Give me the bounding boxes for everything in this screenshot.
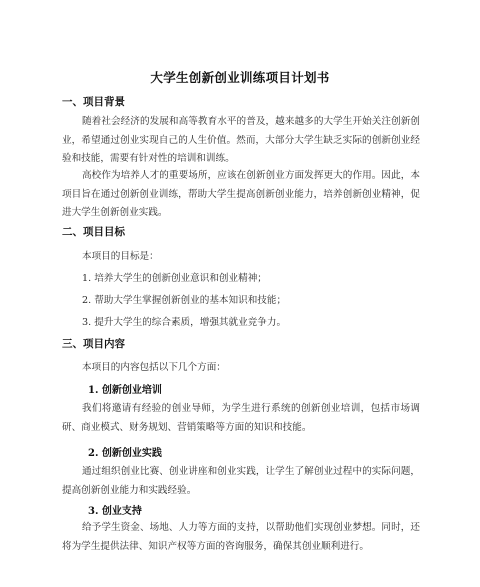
goals-intro: 本项目的目标是： xyxy=(82,251,159,262)
section-heading-background: 一、项目背景 xyxy=(62,96,125,108)
goal-item-1: 1. 培养大学生的创新创业意识和创业精神； xyxy=(82,273,267,284)
background-paragraph-1: 随着社会经济的发展和高等教育水平的普及，越来越多的大学生开始关注创新创业，希望通过创业实现自己的人生价值。然而，大部分大学生缺乏实际的创新创业经验和技能，需要有针对性的培训和训练。 xyxy=(62,116,420,164)
content-intro: 本项目的内容包括以下几个方面： xyxy=(82,362,226,373)
goal-item-3: 3. 提升大学生的综合素质，增强其就业竞争力。 xyxy=(82,317,287,328)
document-title: 大学生创新创业训练项目计划书 xyxy=(150,70,330,85)
subsection-heading-training: 1. 创新创业培训 xyxy=(88,385,162,396)
practice-paragraph: 通过组织创业比赛、创业讲座和创业实践，让学生了解创业过程中的实际问题，提高创新创业能力和实践经验。 xyxy=(62,466,420,496)
subsection-heading-practice: 2. 创新创业实践 xyxy=(88,448,162,459)
background-paragraph-2: 高校作为培养人才的重要场所，应该在创新创业方面发挥更大的作用。因此，本项目旨在通过创新创业训练，帮助大学生提高创新创业能力，培养创新创业精神，促进大学生创新创业实践。 xyxy=(62,170,420,218)
section-heading-content: 三、项目内容 xyxy=(62,338,125,350)
section-heading-goals: 二、项目目标 xyxy=(62,226,125,238)
training-paragraph: 我们将邀请有经验的创业导师，为学生进行系统的创新创业培训，包括市场调研、商业模式、财务规划、营销策略等方面的知识和技能。 xyxy=(62,403,420,433)
support-paragraph: 给予学生资金、场地、人力等方面的支持，以帮助他们实现创业梦想。同时，还将为学生提供法律、知识产权等方面的咨询服务，确保其创业顺利进行。 xyxy=(62,522,420,552)
goal-item-2: 2. 帮助大学生掌握创新创业的基本知识和技能； xyxy=(82,295,287,306)
subsection-heading-support: 3. 创业支持 xyxy=(88,506,142,517)
